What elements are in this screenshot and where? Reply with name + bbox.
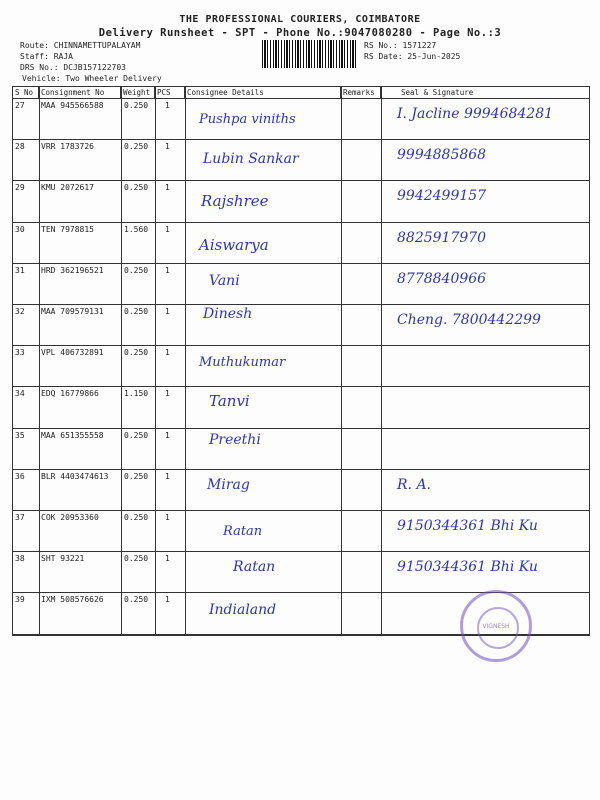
row-signature-handwritten: I. Jacline 9994684281 [397,106,554,122]
row-consignee-handwritten: Vani [209,272,240,289]
rs-date: RS Date: 25-Jun-2025 [364,52,461,61]
runsheet-table [12,86,590,636]
row-weight: 0.250 [124,471,149,481]
row-signature-handwritten: 9150344361 Bhi Ku [397,559,538,576]
row-sno: 35 [15,430,25,440]
row-consignee-handwritten: Tanvi [209,392,250,411]
row-signature-handwritten: 9994885868 [397,147,487,164]
row-divider [13,510,589,511]
runsheet-subtitle: Delivery Runsheet - SPT - Phone No.:9047080280 - Page No.:3 [98,27,502,39]
row-sno: 30 [15,224,25,234]
row-pcs: 1 [165,471,170,481]
row-divider [13,386,589,387]
route-label: Route: CHINNAMETTUPALAYAM [20,41,141,50]
row-consignment-no: VRR 1783726 [41,142,94,152]
row-weight: 0.250 [124,430,149,440]
col-consignee: Consignee Details [185,87,341,98]
row-pcs: 1 [165,142,170,152]
row-consignment-no: HRD 362196521 [41,265,104,275]
barcode [262,40,356,68]
row-sno: 34 [15,389,25,399]
row-consignment-no: VPL 406732891 [41,348,104,358]
company-title: THE PROFESSIONAL COURIERS, COIMBATORE [179,14,421,25]
row-divider [13,263,589,264]
row-divider [13,139,589,140]
row-sno: 32 [15,307,25,316]
row-consignment-no: BLR 4403474613 [41,471,109,481]
row-pcs: 1 [165,224,170,234]
rs-number: RS No.: 1571227 [364,41,437,50]
row-consignment-no: TEN 7978815 [41,224,94,234]
row-sno: 31 [15,265,25,275]
row-divider [13,469,589,470]
row-consignee-handwritten: Aiswarya [199,235,269,254]
row-sno: 33 [15,348,25,358]
row-divider [13,551,589,552]
row-consignee-handwritten: Indialand [209,602,277,619]
row-signature-handwritten: 9942499157 [397,188,487,205]
row-weight: 1.560 [124,224,149,234]
grid-line [39,87,40,635]
staff-label: Staff: RAJA [20,52,73,61]
row-weight: 0.250 [124,595,149,605]
row-pcs: 1 [165,348,170,358]
row-sno: 29 [15,183,25,193]
row-consignment-no: SHT 93221 [41,554,85,564]
row-pcs: 1 [165,554,170,564]
row-sno: 37 [15,513,25,522]
row-pcs: 1 [165,265,170,275]
row-pcs: 1 [165,183,170,193]
row-pcs: 1 [165,307,170,316]
row-consignment-no: KMU 2072617 [41,183,94,193]
row-consignment-no: IXM 508576626 [41,595,104,605]
col-consignment: Consignment No [39,87,121,98]
row-weight: 0.250 [124,265,149,275]
row-consignee-handwritten: Dinesh [203,306,253,322]
row-consignment-no: MAA 651355558 [41,430,104,440]
row-signature-handwritten: R. A. [397,476,432,493]
row-consignee-handwritten: Preethi [209,431,261,448]
row-consignee-handwritten: Mirag [207,476,250,493]
row-weight: 0.250 [124,142,149,152]
grid-line [341,87,342,635]
row-weight: 0.250 [124,513,149,522]
row-signature-handwritten: 8825917970 [397,229,487,246]
row-signature-handwritten: 8778840966 [397,270,487,287]
row-divider [13,428,589,429]
col-remarks: Remarks [341,87,381,98]
row-weight: 0.250 [124,554,149,564]
row-consignee-handwritten: Rajshree [201,192,269,211]
col-pcs: PCS [155,87,185,98]
row-pcs: 1 [165,389,170,399]
row-weight: 0.250 [124,183,149,193]
row-consignment-no: MAA 709579131 [41,307,104,316]
row-sno: 36 [15,471,25,481]
grid-line [185,87,186,635]
row-divider [13,222,589,223]
row-divider [13,180,589,181]
row-signature-handwritten: Cheng. 7800442299 [397,312,541,328]
row-pcs: 1 [165,430,170,440]
row-consignee-handwritten: Ratan [223,524,263,539]
row-consignment-no: COK 20953360 [41,513,99,522]
row-pcs: 1 [165,513,170,522]
row-sno: 38 [15,554,25,564]
row-divider [13,98,589,99]
vehicle-label: Vehicle: Two Wheeler Delivery [22,74,162,83]
row-weight: 0.250 [124,101,149,110]
row-consignee-handwritten: Pushpa viniths [199,112,296,127]
seal-stamp [460,590,532,662]
col-weight: Weight [121,87,155,98]
row-sno: 28 [15,142,25,152]
row-consignee-handwritten: Lubin Sankar [203,151,299,168]
col-sno: S No [13,87,39,98]
stamp-text: VIGNESH [482,623,510,630]
row-signature-handwritten: 9150344361 Bhi Ku [397,518,538,534]
row-consignment-no: EDQ 16779866 [41,389,99,399]
row-consignment-no: MAA 945566588 [41,101,104,110]
col-seal-signature: Seal & Signature [401,88,474,97]
row-divider [13,345,589,346]
grid-line [155,87,156,635]
row-sno: 39 [15,595,25,605]
drs-number: DRS No.: DCJB157122703 [20,63,126,72]
row-divider [13,304,589,305]
row-pcs: 1 [165,101,170,110]
row-weight: 0.250 [124,307,149,316]
grid-line [121,87,122,635]
row-weight: 0.250 [124,348,149,358]
row-consignee-handwritten: Muthukumar [199,355,286,371]
row-weight: 1.150 [124,389,149,399]
grid-line [381,87,382,635]
row-consignee-handwritten: Ratan [233,559,276,576]
row-sno: 27 [15,101,25,110]
row-pcs: 1 [165,595,170,605]
